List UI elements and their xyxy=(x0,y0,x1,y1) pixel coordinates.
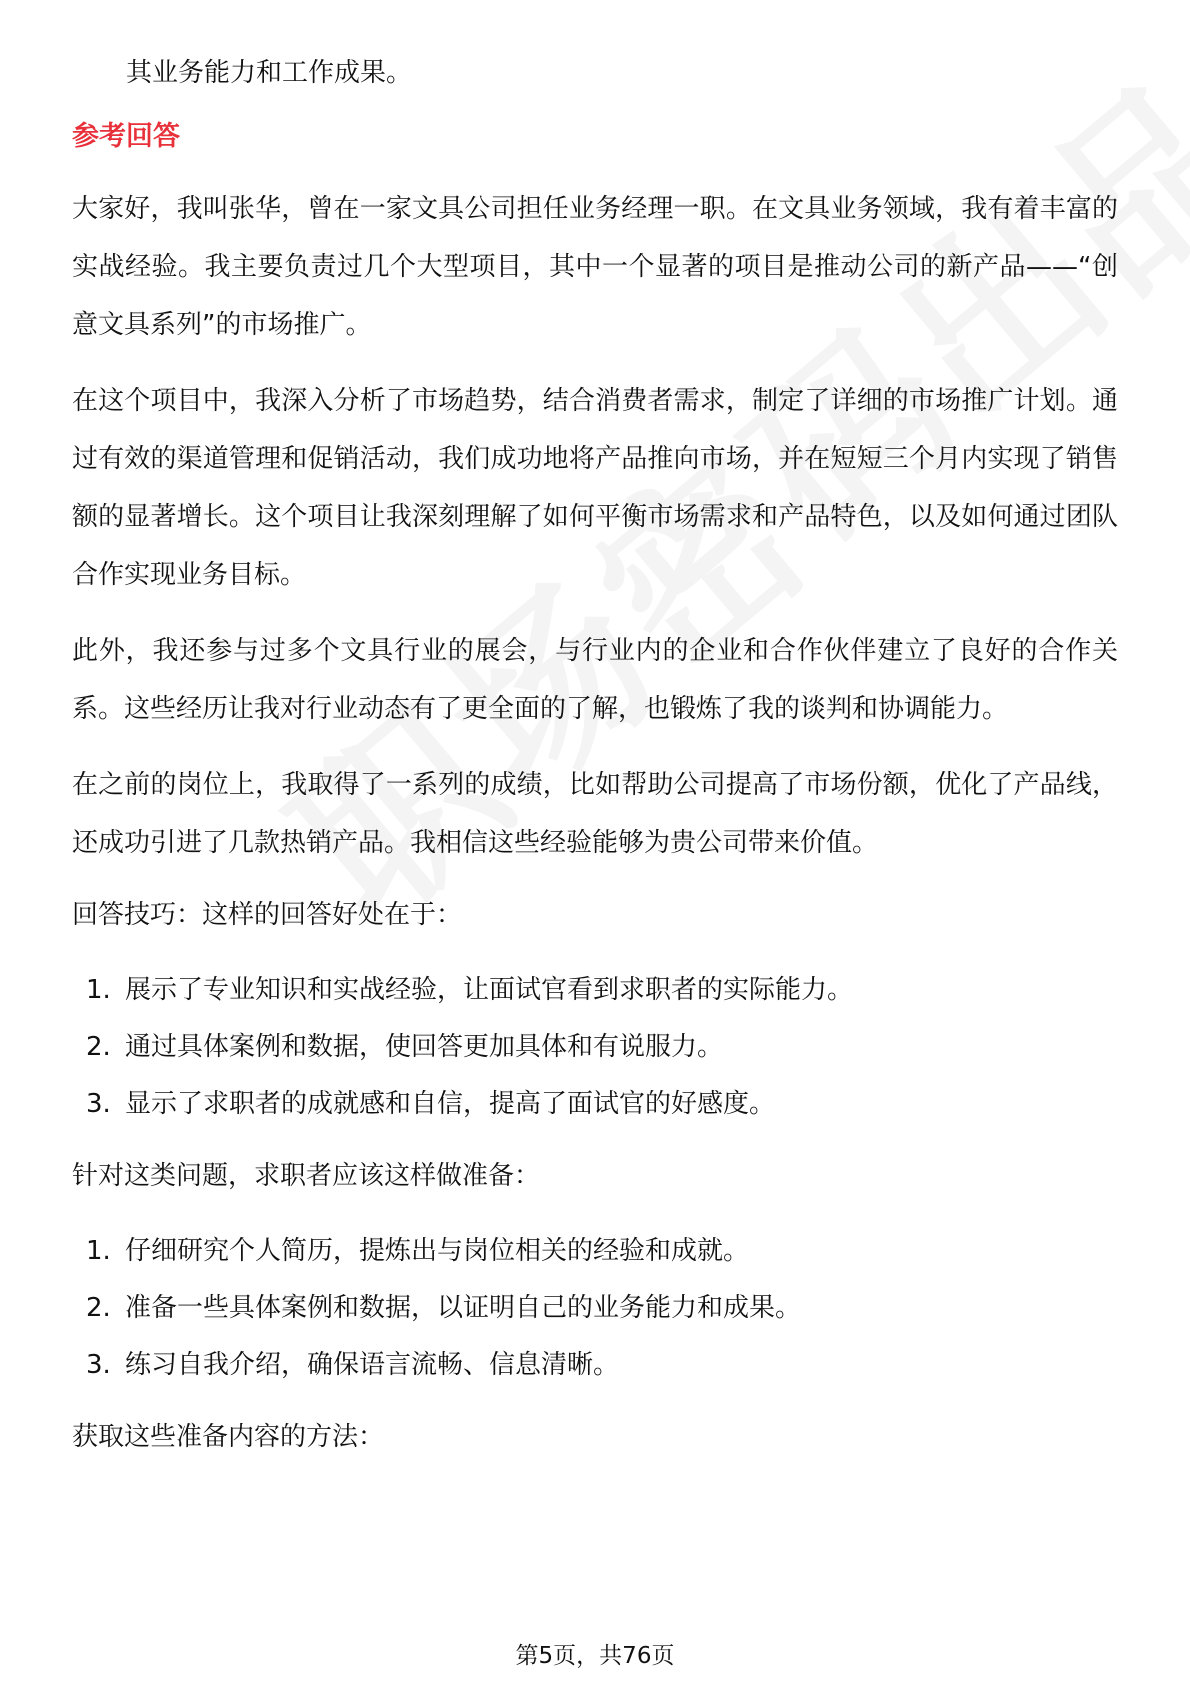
list-number: 2. xyxy=(86,1032,111,1062)
list-number: 3. xyxy=(86,1350,111,1380)
list-text: 通过具体案例和数据，使回答更加具体和有说服力。 xyxy=(125,1032,724,1062)
list-text: 准备一些具体案例和数据，以证明自己的业务能力和成果。 xyxy=(125,1293,802,1323)
answer-paragraph-2: 在这个项目中，我深入分析了市场趋势，结合消费者需求，制定了详细的市场推广计划。通过有效的渠道管理和促销活动，我们成功地将产品推向市场，并在短短三个月内实现了销售额的显著增长。这个项目让我深刻理解了如何平衡市场需求和产品特色，以及如何通过团队合作实现业务目标。 xyxy=(72,386,1118,590)
list-text: 仔细研究个人简历，提炼出与岗位相关的经验和成就。 xyxy=(125,1236,750,1266)
tips-heading: 回答技巧：这样的回答好处在于： xyxy=(72,900,463,930)
page-content xyxy=(72,44,1118,1466)
list-number: 1. xyxy=(86,975,111,1005)
methods-heading: 获取这些准备内容的方法： xyxy=(72,1422,385,1452)
answer-paragraph-4: 在之前的岗位上，我取得了一系列的成绩，比如帮助公司提高了市场份额，优化了产品线，还成功引进了几款热销产品。我相信这些经验能够为贵公司带来价值。 xyxy=(72,770,1118,858)
list-text: 练习自我介绍，确保语言流畅、信息清晰。 xyxy=(125,1350,620,1380)
continuation-line: 其业务能力和工作成果。 xyxy=(126,58,413,88)
prep-list xyxy=(72,1223,1118,1394)
tips-list xyxy=(72,962,1118,1133)
page-number-footer: 第5页，共76页 xyxy=(515,1643,675,1669)
list-text: 显示了求职者的成就感和自信，提高了面试官的好感度。 xyxy=(125,1089,776,1119)
list-item xyxy=(72,1223,1118,1280)
list-number: 1. xyxy=(86,1236,111,1266)
list-number: 2. xyxy=(86,1293,111,1323)
answer-paragraph-1: 大家好，我叫张华，曾在一家文具公司担任业务经理一职。在文具业务领域，我有着丰富的实战经验。我主要负责过几个大型项目，其中一个显著的项目是推动公司的新产品——“创意文具系列”的市场推广。 xyxy=(72,194,1118,340)
answer-paragraph-3: 此外，我还参与过多个文具行业的展会，与行业内的企业和合作伙伴建立了良好的合作关系。这些经历让我对行业动态有了更全面的了解，也锻炼了我的谈判和协调能力。 xyxy=(72,636,1118,724)
list-item xyxy=(72,1076,1118,1133)
list-item xyxy=(72,1280,1118,1337)
list-number: 3. xyxy=(86,1089,111,1119)
list-text: 展示了专业知识和实战经验，让面试官看到求职者的实际能力。 xyxy=(125,975,854,1005)
list-item xyxy=(72,1337,1118,1394)
section-title: 参考回答 xyxy=(72,121,180,152)
prep-heading: 针对这类问题，求职者应该这样做准备： xyxy=(72,1161,541,1191)
list-item xyxy=(72,962,1118,1019)
list-item xyxy=(72,1019,1118,1076)
